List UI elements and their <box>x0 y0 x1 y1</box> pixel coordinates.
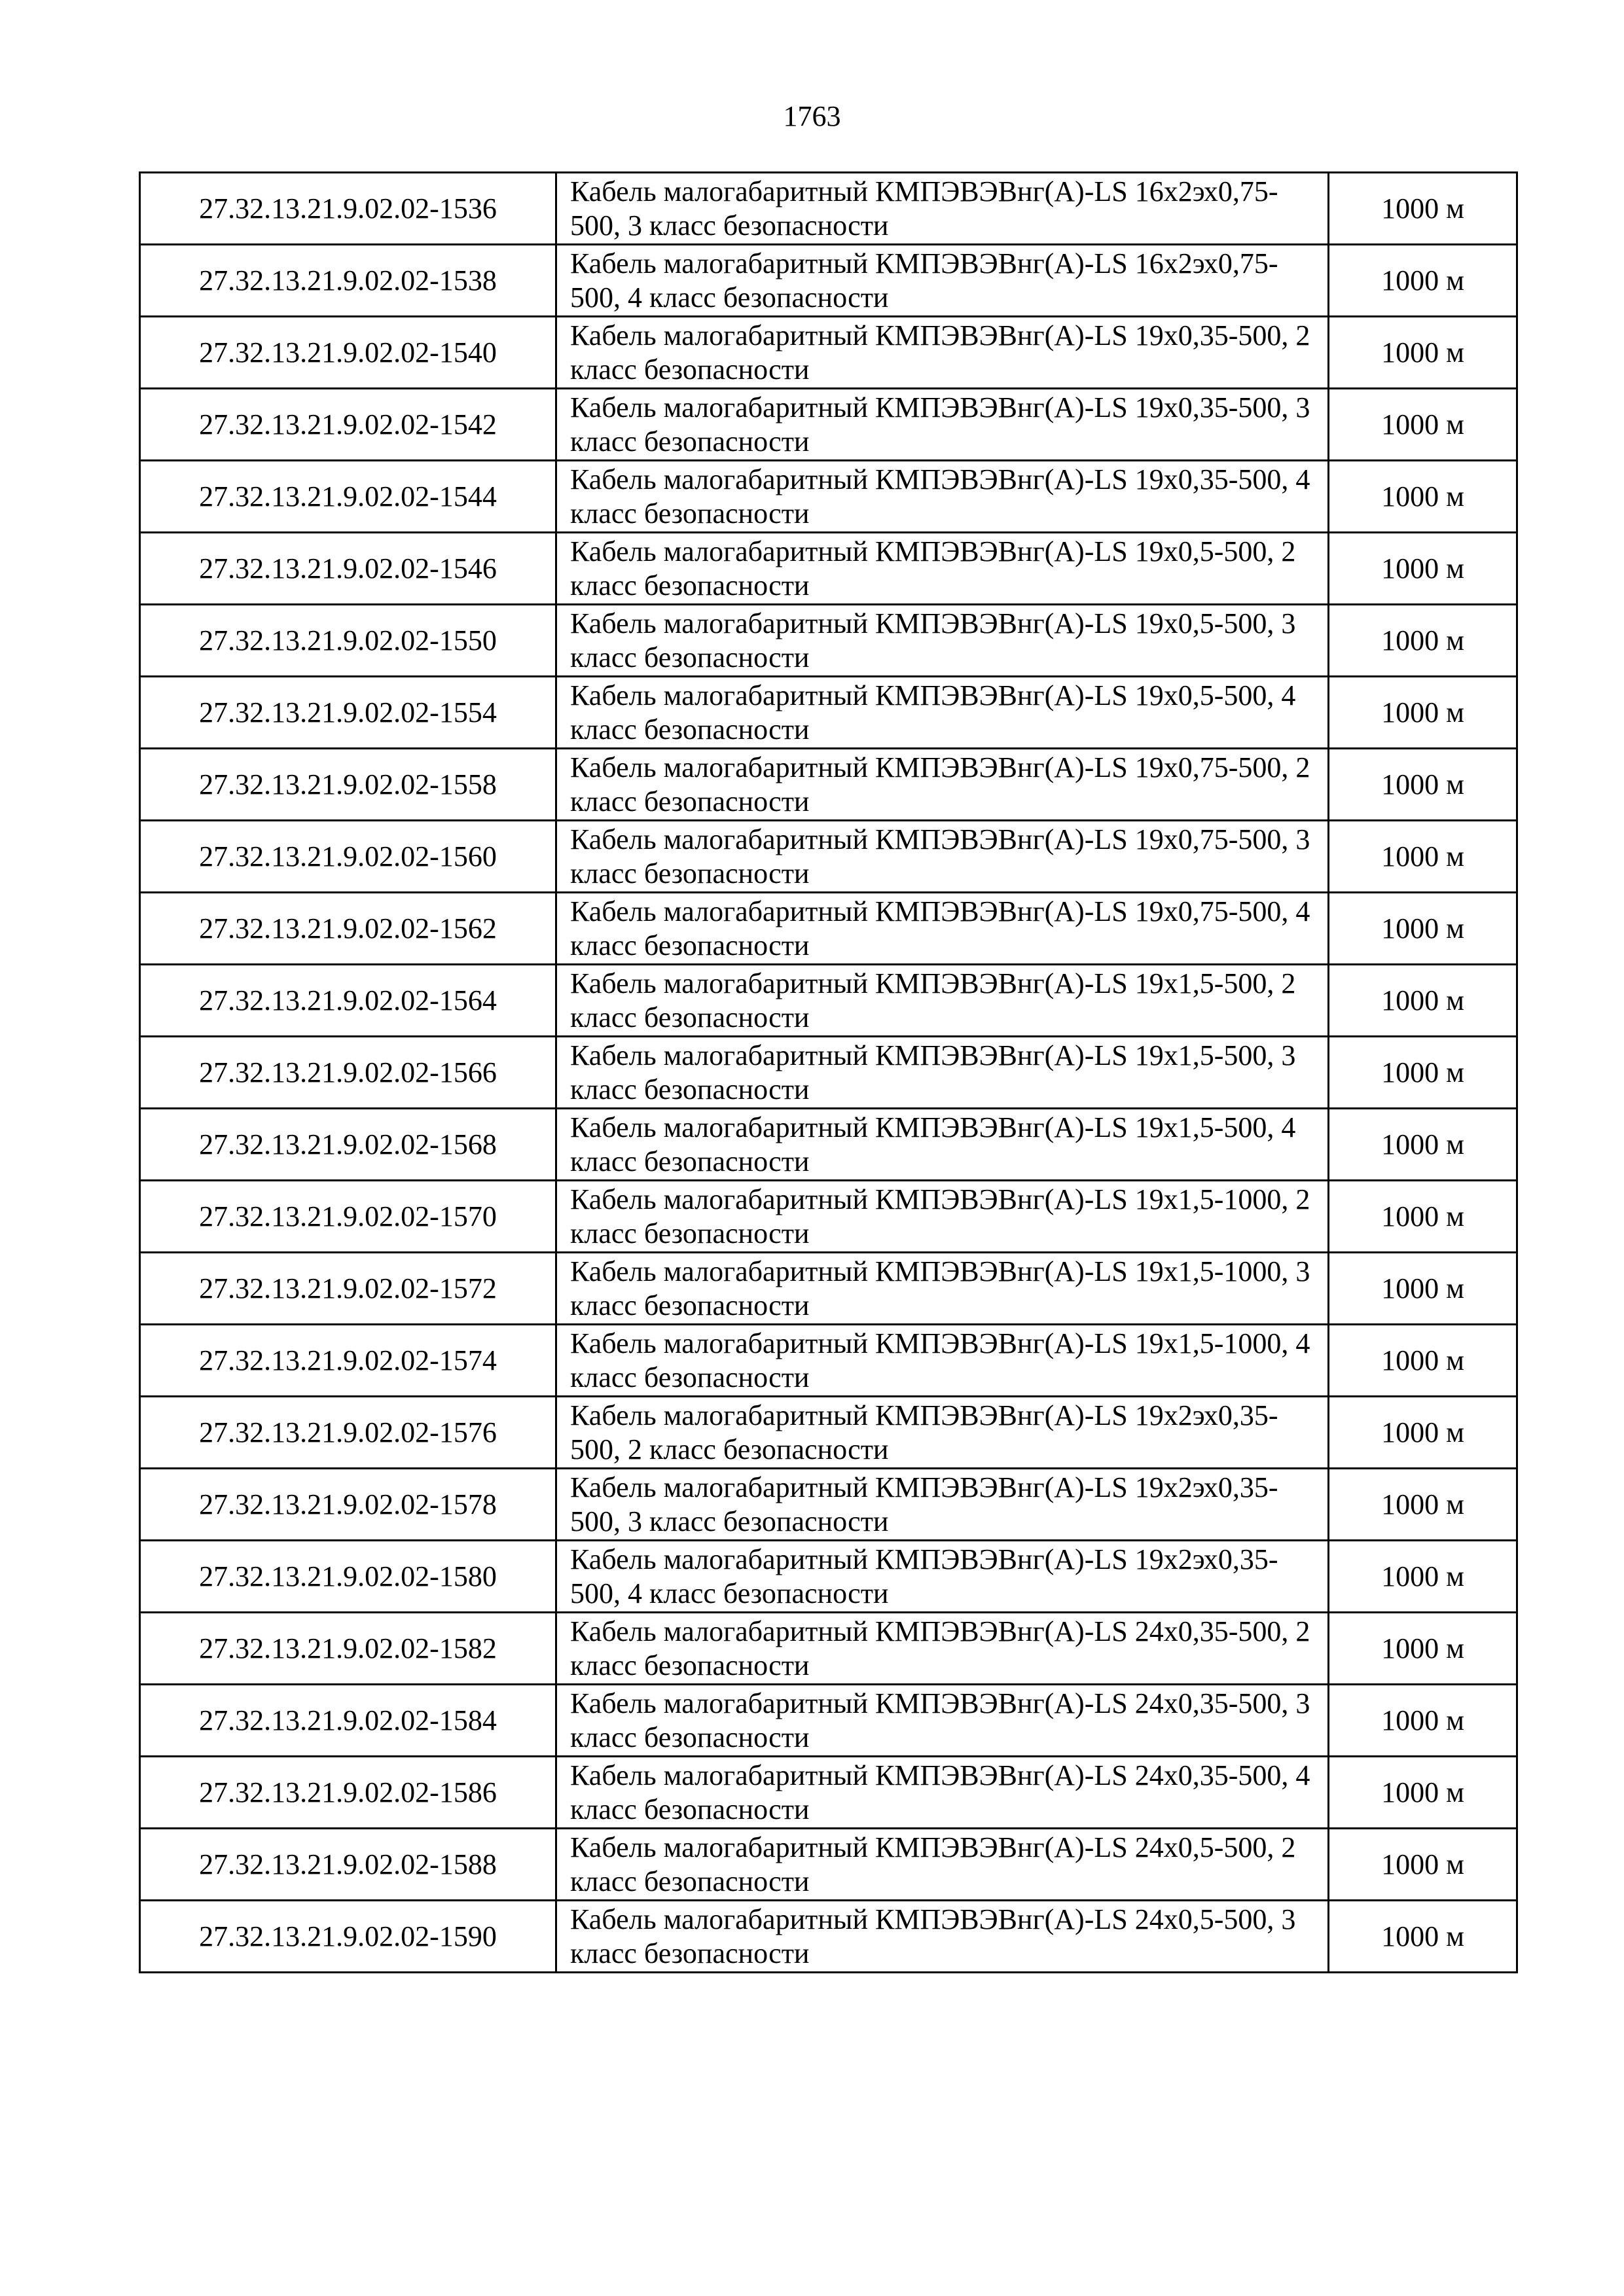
table-row <box>140 1397 1517 1469</box>
resource-code: 27.32.13.21.9.02.02-1578 <box>140 1469 556 1541</box>
table-row <box>140 1829 1517 1901</box>
table-row <box>140 461 1517 533</box>
resource-name: Кабель малогабаритный КМПЭВЭВнг(А)-LS 24х0,5-500, 3 класс безопасности <box>556 1901 1329 1973</box>
resource-unit: 1000 м <box>1329 1325 1517 1397</box>
resource-code: 27.32.13.21.9.02.02-1538 <box>140 245 556 317</box>
resource-code: 27.32.13.21.9.02.02-1542 <box>140 389 556 461</box>
resource-name: Кабель малогабаритный КМПЭВЭВнг(А)-LS 16х2эх0,75-500, 4 класс безопасности <box>556 245 1329 317</box>
table-row <box>140 677 1517 749</box>
resource-unit: 1000 м <box>1329 317 1517 389</box>
resource-name: Кабель малогабаритный КМПЭВЭВнг(А)-LS 19х0,75-500, 3 класс безопасности <box>556 821 1329 893</box>
table-row <box>140 1325 1517 1397</box>
resource-unit: 1000 м <box>1329 1829 1517 1901</box>
table-row <box>140 1037 1517 1109</box>
table-row <box>140 965 1517 1037</box>
resource-code: 27.32.13.21.9.02.02-1590 <box>140 1901 556 1973</box>
resource-code: 27.32.13.21.9.02.02-1554 <box>140 677 556 749</box>
resource-unit: 1000 м <box>1329 1181 1517 1253</box>
resource-unit: 1000 м <box>1329 173 1517 245</box>
resource-unit: 1000 м <box>1329 245 1517 317</box>
table-row <box>140 1613 1517 1685</box>
resource-name: Кабель малогабаритный КМПЭВЭВнг(А)-LS 19х0,75-500, 4 класс безопасности <box>556 893 1329 965</box>
resource-code: 27.32.13.21.9.02.02-1564 <box>140 965 556 1037</box>
resource-code: 27.32.13.21.9.02.02-1588 <box>140 1829 556 1901</box>
resource-code: 27.32.13.21.9.02.02-1586 <box>140 1757 556 1829</box>
table-row <box>140 821 1517 893</box>
resource-name: Кабель малогабаритный КМПЭВЭВнг(А)-LS 19х1,5-500, 3 класс безопасности <box>556 1037 1329 1109</box>
resource-unit: 1000 м <box>1329 533 1517 605</box>
resource-name: Кабель малогабаритный КМПЭВЭВнг(А)-LS 19х2эх0,35-500, 2 класс безопасности <box>556 1397 1329 1469</box>
table-row <box>140 605 1517 677</box>
resource-name: Кабель малогабаритный КМПЭВЭВнг(А)-LS 19х1,5-500, 4 класс безопасности <box>556 1109 1329 1181</box>
resource-unit: 1000 м <box>1329 1685 1517 1757</box>
table-row <box>140 173 1517 245</box>
resource-code: 27.32.13.21.9.02.02-1560 <box>140 821 556 893</box>
resource-code: 27.32.13.21.9.02.02-1536 <box>140 173 556 245</box>
resource-code: 27.32.13.21.9.02.02-1546 <box>140 533 556 605</box>
resource-code: 27.32.13.21.9.02.02-1558 <box>140 749 556 821</box>
resource-unit: 1000 м <box>1329 1037 1517 1109</box>
resource-unit: 1000 м <box>1329 1757 1517 1829</box>
table-row <box>140 1109 1517 1181</box>
table-row <box>140 389 1517 461</box>
resource-name: Кабель малогабаритный КМПЭВЭВнг(А)-LS 19х0,35-500, 3 класс безопасности <box>556 389 1329 461</box>
resource-name: Кабель малогабаритный КМПЭВЭВнг(А)-LS 19х0,5-500, 3 класс безопасности <box>556 605 1329 677</box>
resource-code: 27.32.13.21.9.02.02-1584 <box>140 1685 556 1757</box>
table-row <box>140 749 1517 821</box>
resource-name: Кабель малогабаритный КМПЭВЭВнг(А)-LS 24х0,35-500, 4 класс безопасности <box>556 1757 1329 1829</box>
resource-name: Кабель малогабаритный КМПЭВЭВнг(А)-LS 24х0,35-500, 3 класс безопасности <box>556 1685 1329 1757</box>
resource-name: Кабель малогабаритный КМПЭВЭВнг(А)-LS 16х2эх0,75-500, 3 класс безопасности <box>556 173 1329 245</box>
table-row <box>140 1469 1517 1541</box>
table-row <box>140 1757 1517 1829</box>
resource-unit: 1000 м <box>1329 1397 1517 1469</box>
resource-unit: 1000 м <box>1329 965 1517 1037</box>
table-row <box>140 893 1517 965</box>
resource-unit: 1000 м <box>1329 1253 1517 1325</box>
table-row <box>140 1181 1517 1253</box>
table-row <box>140 317 1517 389</box>
resource-name: Кабель малогабаритный КМПЭВЭВнг(А)-LS 19х0,35-500, 4 класс безопасности <box>556 461 1329 533</box>
resource-unit: 1000 м <box>1329 893 1517 965</box>
resource-code: 27.32.13.21.9.02.02-1550 <box>140 605 556 677</box>
resource-name: Кабель малогабаритный КМПЭВЭВнг(А)-LS 19х1,5-1000, 4 класс безопасности <box>556 1325 1329 1397</box>
resource-name: Кабель малогабаритный КМПЭВЭВнг(А)-LS 24х0,5-500, 2 класс безопасности <box>556 1829 1329 1901</box>
resource-unit: 1000 м <box>1329 389 1517 461</box>
resource-code: 27.32.13.21.9.02.02-1540 <box>140 317 556 389</box>
resource-name: Кабель малогабаритный КМПЭВЭВнг(А)-LS 19х2эх0,35-500, 3 класс безопасности <box>556 1469 1329 1541</box>
resource-unit: 1000 м <box>1329 1541 1517 1613</box>
resource-code: 27.32.13.21.9.02.02-1568 <box>140 1109 556 1181</box>
resource-name: Кабель малогабаритный КМПЭВЭВнг(А)-LS 19х2эх0,35-500, 4 класс безопасности <box>556 1541 1329 1613</box>
resource-name: Кабель малогабаритный КМПЭВЭВнг(А)-LS 19х0,5-500, 4 класс безопасности <box>556 677 1329 749</box>
table-row <box>140 1901 1517 1973</box>
table-row <box>140 1253 1517 1325</box>
resource-unit: 1000 м <box>1329 461 1517 533</box>
table-row <box>140 533 1517 605</box>
catalog-table <box>139 171 1518 1973</box>
page-number: 1763 <box>783 100 841 132</box>
resource-code: 27.32.13.21.9.02.02-1576 <box>140 1397 556 1469</box>
resource-code: 27.32.13.21.9.02.02-1544 <box>140 461 556 533</box>
resource-unit: 1000 м <box>1329 749 1517 821</box>
resource-unit: 1000 м <box>1329 677 1517 749</box>
resource-unit: 1000 м <box>1329 1469 1517 1541</box>
table-row <box>140 1685 1517 1757</box>
table-row <box>140 245 1517 317</box>
resource-unit: 1000 м <box>1329 821 1517 893</box>
resource-code: 27.32.13.21.9.02.02-1572 <box>140 1253 556 1325</box>
resource-name: Кабель малогабаритный КМПЭВЭВнг(А)-LS 19х1,5-1000, 3 класс безопасности <box>556 1253 1329 1325</box>
resource-code: 27.32.13.21.9.02.02-1582 <box>140 1613 556 1685</box>
resource-code: 27.32.13.21.9.02.02-1574 <box>140 1325 556 1397</box>
resource-name: Кабель малогабаритный КМПЭВЭВнг(А)-LS 19х0,5-500, 2 класс безопасности <box>556 533 1329 605</box>
resource-name: Кабель малогабаритный КМПЭВЭВнг(А)-LS 19х0,35-500, 2 класс безопасности <box>556 317 1329 389</box>
resource-name: Кабель малогабаритный КМПЭВЭВнг(А)-LS 19х0,75-500, 2 класс безопасности <box>556 749 1329 821</box>
resource-name: Кабель малогабаритный КМПЭВЭВнг(А)-LS 19х1,5-500, 2 класс безопасности <box>556 965 1329 1037</box>
resource-code: 27.32.13.21.9.02.02-1562 <box>140 893 556 965</box>
resource-code: 27.32.13.21.9.02.02-1570 <box>140 1181 556 1253</box>
resource-code: 27.32.13.21.9.02.02-1566 <box>140 1037 556 1109</box>
table-row <box>140 1541 1517 1613</box>
resource-unit: 1000 м <box>1329 605 1517 677</box>
resource-name: Кабель малогабаритный КМПЭВЭВнг(А)-LS 24х0,35-500, 2 класс безопасности <box>556 1613 1329 1685</box>
resource-unit: 1000 м <box>1329 1109 1517 1181</box>
resource-name: Кабель малогабаритный КМПЭВЭВнг(А)-LS 19х1,5-1000, 2 класс безопасности <box>556 1181 1329 1253</box>
resource-unit: 1000 м <box>1329 1613 1517 1685</box>
resource-code: 27.32.13.21.9.02.02-1580 <box>140 1541 556 1613</box>
catalog-table-body <box>140 173 1517 1973</box>
resource-unit: 1000 м <box>1329 1901 1517 1973</box>
